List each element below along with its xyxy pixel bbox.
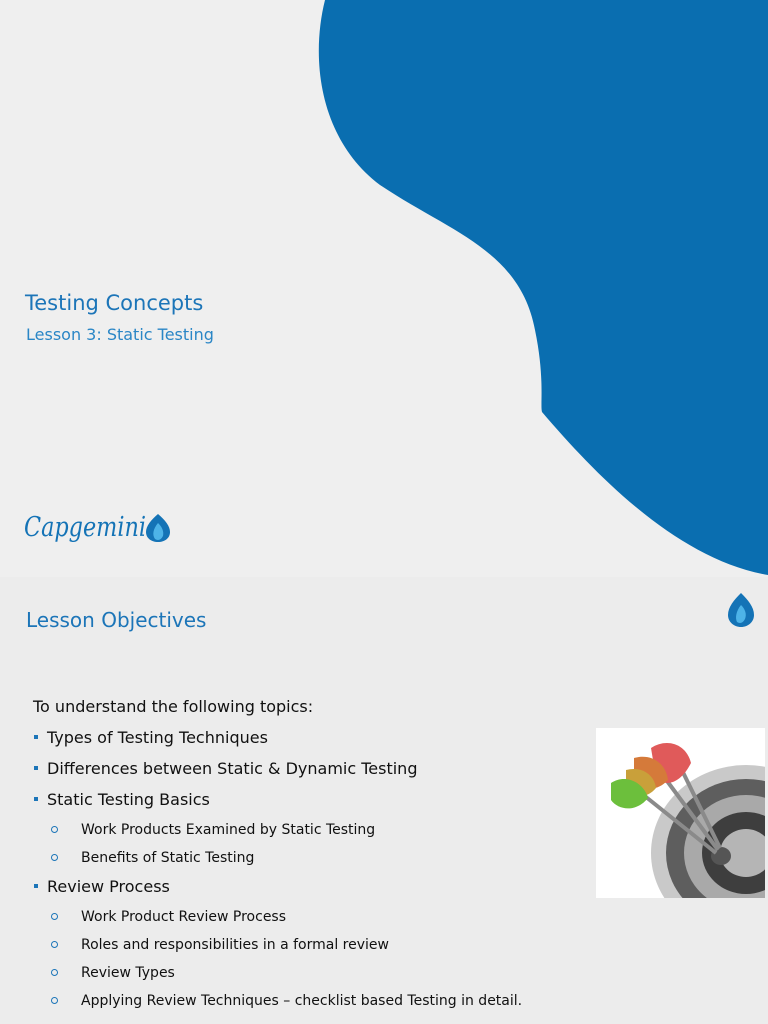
list-item: Types of Testing Techniques (33, 727, 522, 758)
lesson-subtitle: Lesson 3: Static Testing (26, 325, 214, 344)
capgemini-logo (24, 506, 184, 560)
list-item: Static Testing Basics (33, 789, 522, 820)
list-subitem: Review Types (33, 963, 522, 991)
list-subitem: Roles and responsibilities in a formal review (33, 935, 522, 963)
list-subitem: Applying Review Techniques – checklist based Testing in detail. (33, 991, 522, 1019)
spade-drop-icon (726, 591, 756, 631)
objectives-list (33, 727, 522, 1019)
darts-bullseye-image (596, 728, 765, 898)
list-subitem: Benefits of Static Testing (33, 848, 522, 876)
list-subitem: Work Product Review Process (33, 907, 522, 935)
objectives-intro: To understand the following topics: (33, 697, 314, 716)
objectives-title: Lesson Objectives (26, 608, 207, 632)
list-item: Differences between Static & Dynamic Testing (33, 758, 522, 789)
presentation-title: Testing Concepts (25, 291, 204, 315)
svg-text:Capgemini: Capgemini (24, 512, 146, 543)
list-item: Review Process (33, 876, 522, 907)
objectives-slide (0, 577, 768, 1024)
list-subitem: Work Products Examined by Static Testing (33, 820, 522, 848)
